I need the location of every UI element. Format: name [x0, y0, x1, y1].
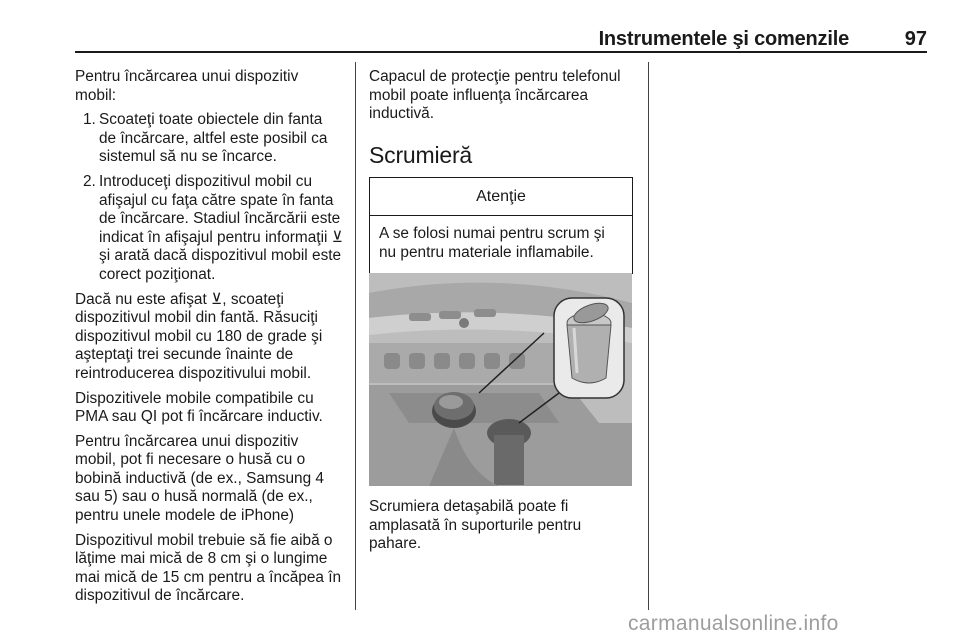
ashtray-illustration-svg — [369, 273, 632, 486]
paragraph-not-shown — [75, 291, 343, 384]
paragraph-size: Dispozitivul mobil trebuie să fie aibă o lăţime mai mică de 8 cm şi o lungime mai mică de 15 cm pentru a încăpea în dispozitivul de încărcare. — [75, 531, 342, 605]
paragraph-protect: Capacul de protecţie pentru telefonul mobil poate influenţa încărcarea inductivă. — [369, 68, 621, 123]
figure-caption: Scrumiera detaşabilă poate fi amplasată în suporturile pentru pahare. — [369, 498, 582, 553]
paragraph-cover: Pentru încărcarea unui dispozitiv mobil, pot fi necesare o husă cu o bobină inductivă (de ex., Samsung 4 sau 5) sau o husă normală (de ex., pentru unele modele de iPhone) — [75, 432, 324, 525]
step-text: şi arată dacă dispozitivul mobil este corect poziţionat. — [99, 247, 342, 283]
intro-paragraph: Pentru încărcarea unui dispozitiv mobil: — [75, 68, 299, 104]
page-number: 97 — [904, 28, 927, 50]
left-column — [75, 68, 343, 612]
warning-box — [369, 177, 633, 273]
steps-list — [75, 111, 343, 284]
warning-title: Atenţie — [370, 178, 632, 216]
warning-body: A se folosi numai pentru scrum şi nu pentru materiale inflamabile. — [379, 225, 605, 261]
column-divider-right — [648, 62, 649, 610]
page-header — [75, 28, 927, 52]
section-title: Scrumieră — [369, 141, 473, 168]
column-divider-left — [355, 62, 356, 610]
step-number: 2. — [83, 172, 96, 190]
paragraph-compatible: Dispozitivele mobile compatibile cu PMA sau QI pot fi încărcare inductiv. — [75, 389, 323, 426]
middle-column — [369, 68, 633, 284]
page-title: Instrumentele şi comenzile — [598, 28, 849, 50]
step-text: Scoateţi toate obiectele din fanta de încărcare, altfel este posibil ca sistemul să nu se încarce. — [99, 111, 328, 166]
step-number: 1. — [83, 111, 96, 129]
list-item — [75, 111, 343, 167]
wireless-charging-icon: ⊻ — [211, 290, 223, 308]
ashtray-illustration — [369, 273, 632, 486]
wireless-charging-icon: ⊻ — [331, 228, 343, 246]
watermark: carmanualsonline.info — [628, 612, 839, 635]
list-item — [75, 173, 343, 285]
paragraph-text: Dacă nu este afişat — [75, 290, 212, 308]
paragraph-text: , scoateţi dispozitivul mobil din fantă. Răsuciţi dispozitivul mobil cu 180 de grade şi aşteptaţi trei secunde înainte de reintroducerea dispozitivului mobil. — [75, 290, 323, 382]
header-rule — [75, 51, 927, 53]
step-text: Introduceţi dispozitivul mobil cu afişajul cu faţa către spate în fanta de încărcare. Stadiul încărcării este indicat în afişajul pentru informaţii — [99, 172, 341, 246]
